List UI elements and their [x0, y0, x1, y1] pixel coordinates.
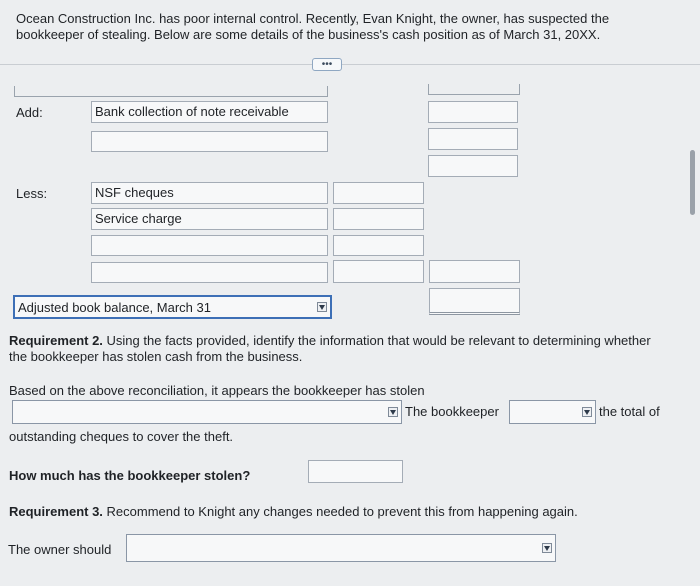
chevron-down-icon [317, 302, 327, 312]
chevron-down-icon [388, 407, 398, 417]
owner-should-label: The owner should [8, 542, 112, 557]
stolen-prompt: Based on the above reconciliation, it appears the bookkeeper has stolen [9, 383, 425, 398]
outstanding-cheques-text: outstanding cheques to cover the theft. [9, 429, 234, 444]
add-total-field[interactable] [428, 155, 518, 177]
section-divider [0, 64, 700, 65]
less-item-2-field[interactable]: Service charge [91, 208, 328, 230]
expand-more-button[interactable]: ••• [312, 58, 342, 71]
adjusted-balance-select[interactable] [13, 295, 332, 319]
less-amount-3-field[interactable] [333, 235, 424, 256]
less-total-field[interactable] [429, 260, 520, 283]
owner-recommendation-select[interactable] [126, 534, 556, 562]
requirement-3-heading: Requirement 3. [9, 504, 103, 519]
stolen-method-select[interactable] [12, 400, 402, 424]
bookkeeper-action-select[interactable] [509, 400, 596, 424]
adjusted-balance-select-value: Adjusted book balance, March 31 [18, 300, 211, 315]
add-amount-2-field[interactable] [428, 128, 518, 150]
less-label: Less: [16, 186, 48, 201]
add-item-1-field[interactable]: Bank collection of note receivable [91, 101, 328, 123]
requirement-2-body: Using the facts provided, identify the information that would be relevant to determining whether the bookkeeper has stolen cash from the business. [9, 333, 651, 364]
intro-text: Ocean Construction Inc. has poor internal control. Recently, Evan Knight, the owner, has suspected the bookkeeper of stealing. Below are some details of the business's cash position as of March 31, 20XX. [16, 11, 610, 42]
less-amount-1-field[interactable] [333, 182, 424, 204]
chevron-down-icon [582, 407, 592, 417]
the-total-of-text: the total of [599, 404, 660, 419]
less-amount-4-field[interactable] [333, 260, 424, 283]
vertical-scrollbar[interactable] [690, 150, 695, 215]
requirement-3-body: Recommend to Knight any changes needed to prevent this from happening again. [102, 504, 578, 519]
less-item-4-field[interactable] [91, 262, 328, 283]
partial-row-box [14, 86, 328, 97]
the-bookkeeper-text: The bookkeeper [405, 404, 499, 419]
adjusted-balance-amount-field[interactable] [429, 288, 520, 315]
requirement-2-heading: Requirement 2. [9, 333, 103, 348]
add-label: Add: [16, 105, 43, 120]
add-amount-1-field[interactable] [428, 101, 518, 123]
requirement-2-text [9, 333, 669, 365]
requirement-3-text [9, 504, 578, 520]
less-item-1-field[interactable]: NSF cheques [91, 182, 328, 204]
chevron-down-icon [542, 543, 552, 553]
less-amount-2-field[interactable] [333, 208, 424, 230]
add-item-2-field[interactable] [91, 131, 328, 152]
stolen-amount-question: How much has the bookkeeper stolen? [9, 468, 251, 483]
partial-amount-box [428, 84, 520, 95]
stolen-amount-field[interactable] [308, 460, 403, 483]
less-item-3-field[interactable] [91, 235, 328, 256]
